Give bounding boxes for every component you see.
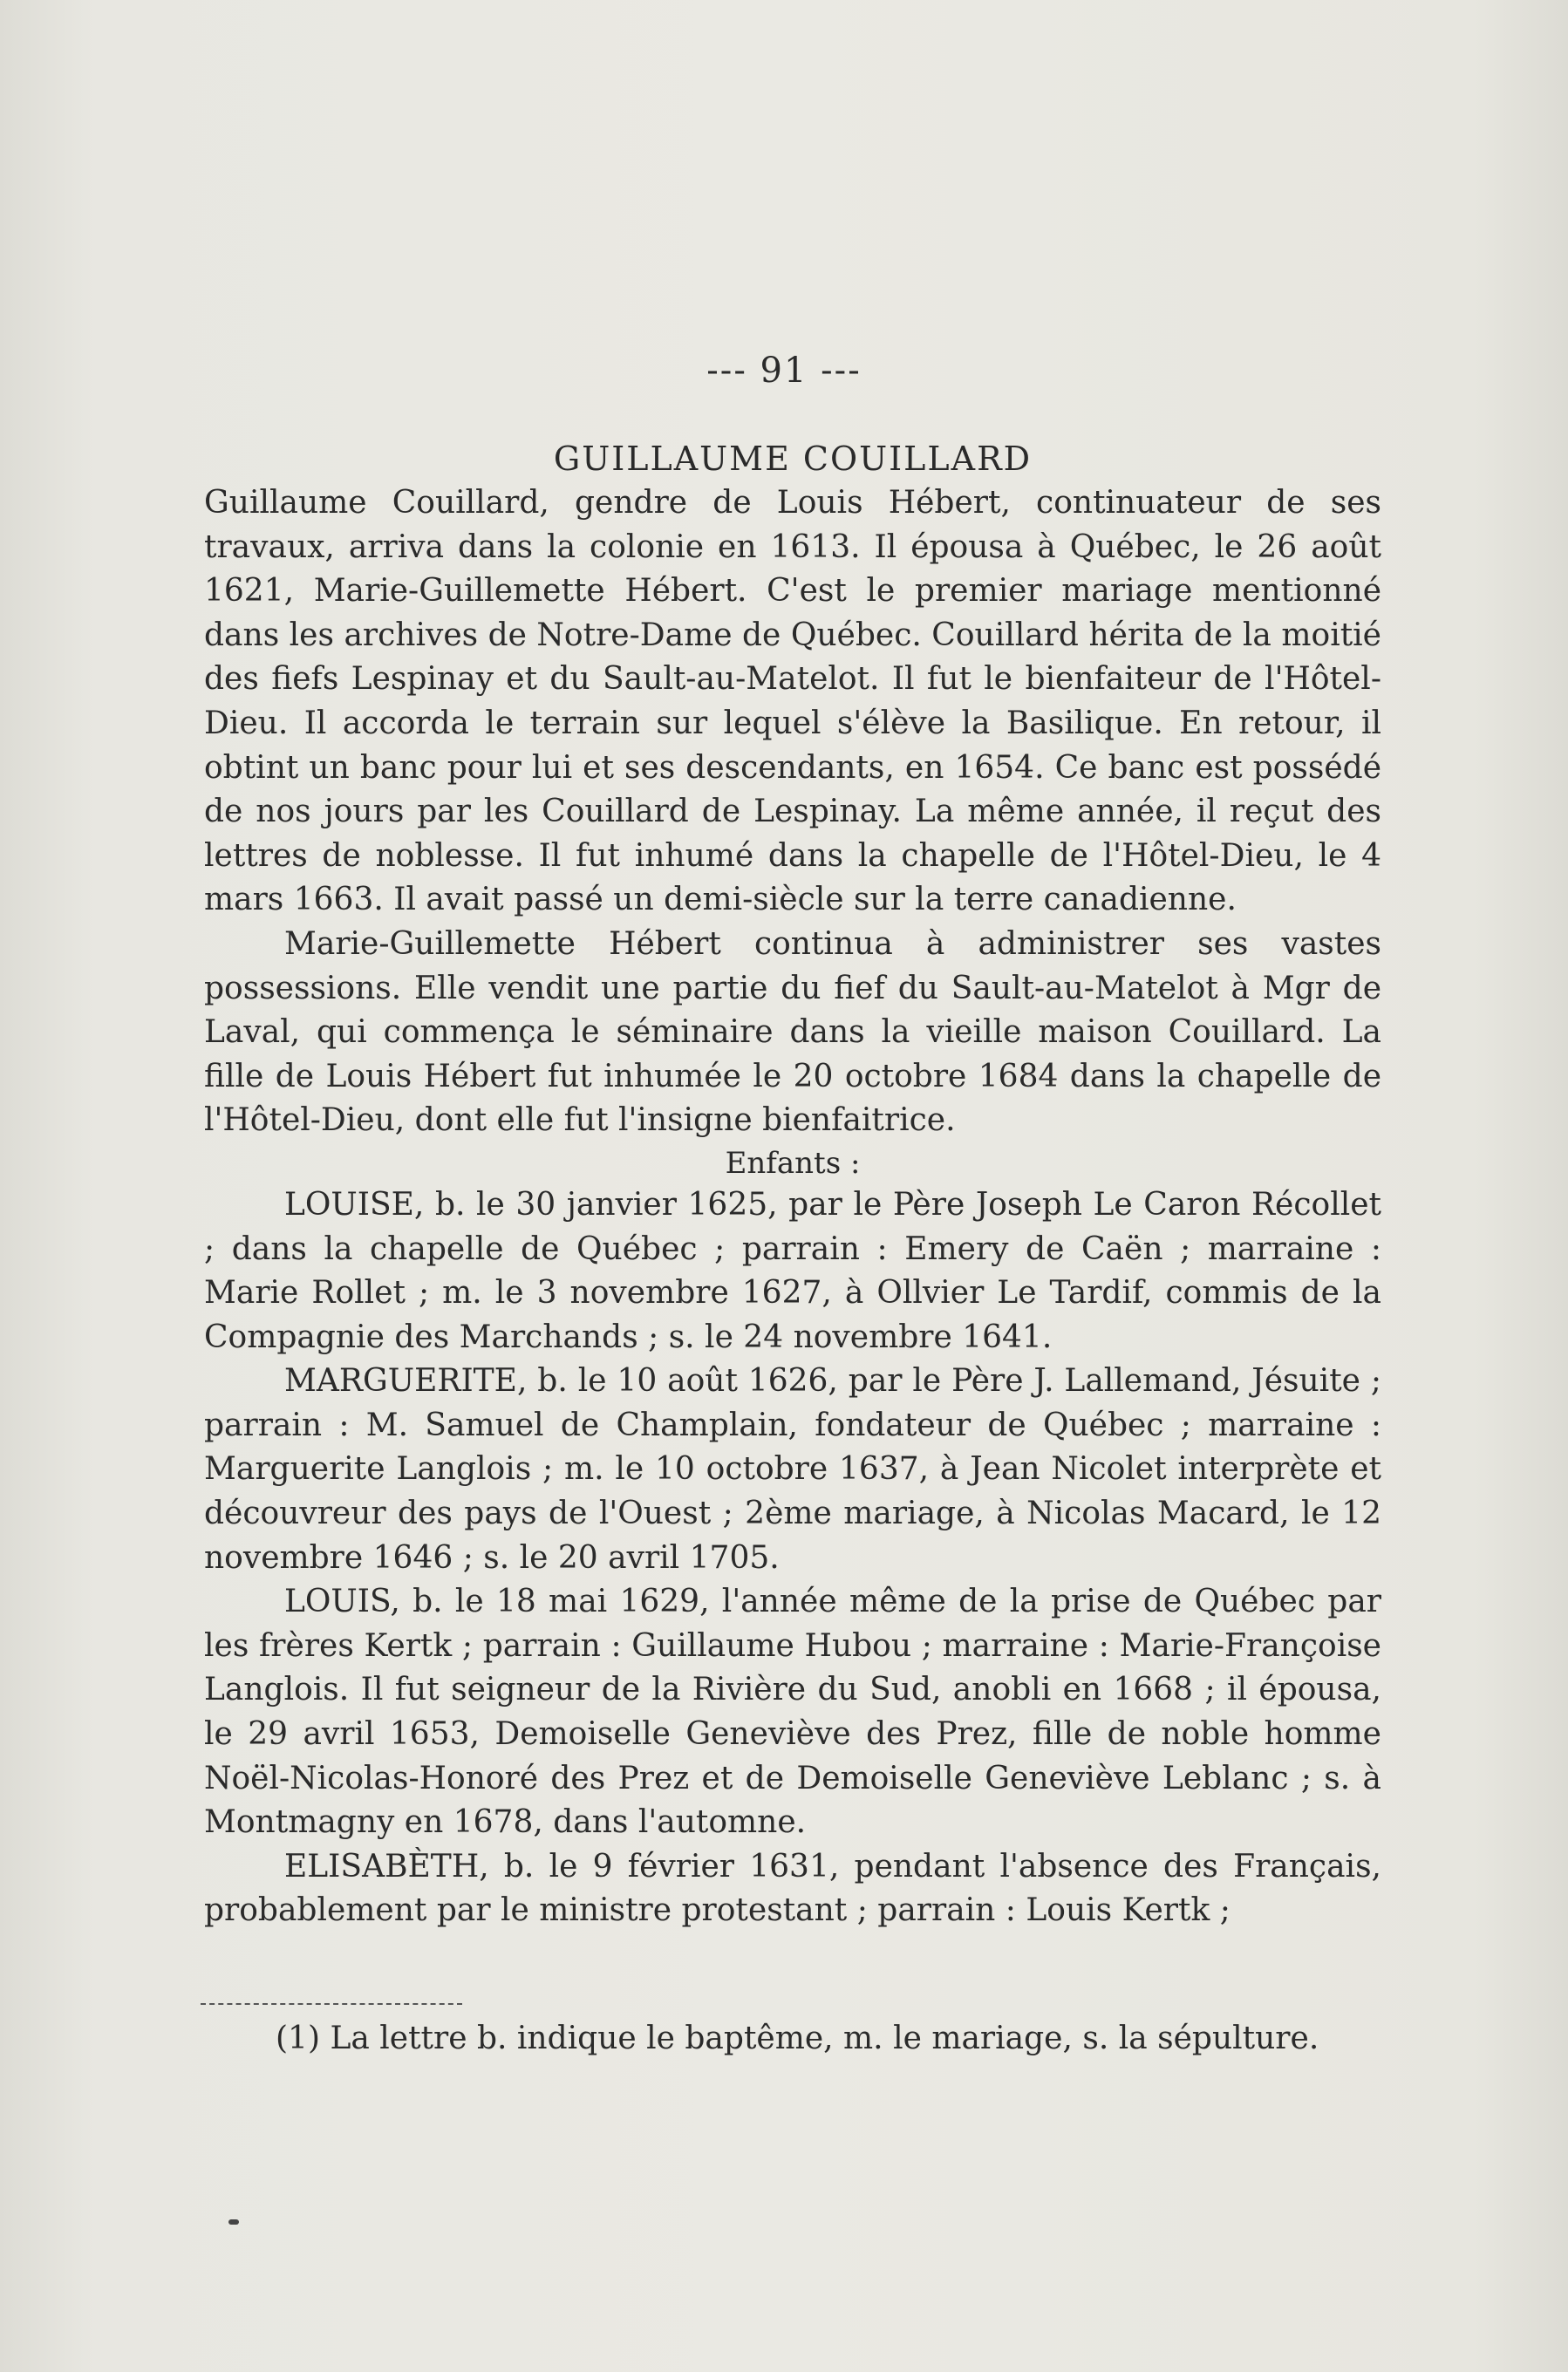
child-entry-elisabeth: ELISABÈTH, b. le 9 février 1631, pendant l'absence des Français, probablement par le ministre protestant ; parrain : Louis Kertk ; [204,1848,1381,1929]
child-entry-louise: LOUISE, b. le 30 janvier 1625, par le Père Joseph Le Caron Récollet ; dans la chapelle de Québec ; parrain : Emery de Caën ; marraine : Marie Rollet ; m. le 3 novembre 1627, à Ollvier Le Tardif, commis de la Compagnie des Marchands ; s. le 24 novembre 1641. [204,1186,1381,1355]
child-entry-marguerite: MARGUERITE, b. le 10 août 1626, par le Père J. Lallemand, Jésuite ; parrain : M. Samuel de Champlain, fondateur de Québec ; marraine : Marguerite Langlois ; m. le 10 octobre 1637, à Jean Nicolet interprète et découvreur des pays de l'Ouest ; 2ème mariage, à Nicolas Macard, le 12 novembre 1646 ; s. le 20 avril 1705. [204,1363,1381,1576]
paragraph-marie-guillemette: Marie-Guillemette Hébert continua à administrer ses vastes possessions. Elle vendit une partie du fief du Sault-au-Matelot à Mgr de Laval, qui commença le séminaire dans la vieille maison Couillard. La fille de Louis Hébert fut inhumée le 20 octobre 1684 dans la chapelle de l'Hôtel-Dieu, dont elle fut l'insigne bienfaitrice. [204,925,1381,1139]
ink-speck [228,2219,239,2225]
children-heading: Enfants : [725,1145,861,1181]
main-text [204,436,1381,1933]
footnote-divider [201,2003,462,2005]
page-number: --- 91 --- [706,351,862,391]
paragraph-guillaume: Guillaume Couillard, gendre de Louis Hébert, continuateur de ses travaux, arriva dans la colonie en 1613. Il épousa à Québec, le 26 août 1621, Marie-Guillemette Hébert. C'est le premier mariage mentionné dans les archives de Notre-Dame de Québec. Couillard hérita de la moitié des fiefs Lespinay et du Sault-au-Matelot. Il fut le bienfaiteur de l'Hôtel-Dieu. Il accorda le terrain sur lequel s'élève la Basilique. En retour, il obtint un banc pour lui et ses descendants, en 1654. Ce banc est possédé de nos jours par les Couillard de Lespinay. La même année, il reçut des lettres de noblesse. Il fut inhumé dans la chapelle de l'Hôtel-Dieu, le 4 mars 1663. Il avait passé un demi-siècle sur la terre canadienne. [204,485,1381,918]
child-entry-louis: LOUIS, b. le 18 mai 1629, l'année même de la prise de Québec par les frères Kertk ; parrain : Guillaume Hubou ; marraine : Marie-Françoise Langlois. Il fut seigneur de la Rivière du Sud, anobli en 1668 ; il épousa, le 29 avril 1653, Demoiselle Geneviève des Prez, fille de noble homme Noël-Nicolas-Honoré des Prez et de Demoiselle Geneviève Leblanc ; s. à Montmagny en 1678, dans l'automne. [204,1584,1381,1841]
section-title: GUILLAUME COUILLARD [553,440,1033,478]
footnote: (1) La lettre b. indique le baptême, m. le mariage, s. la sépulture. [276,2021,1319,2056]
